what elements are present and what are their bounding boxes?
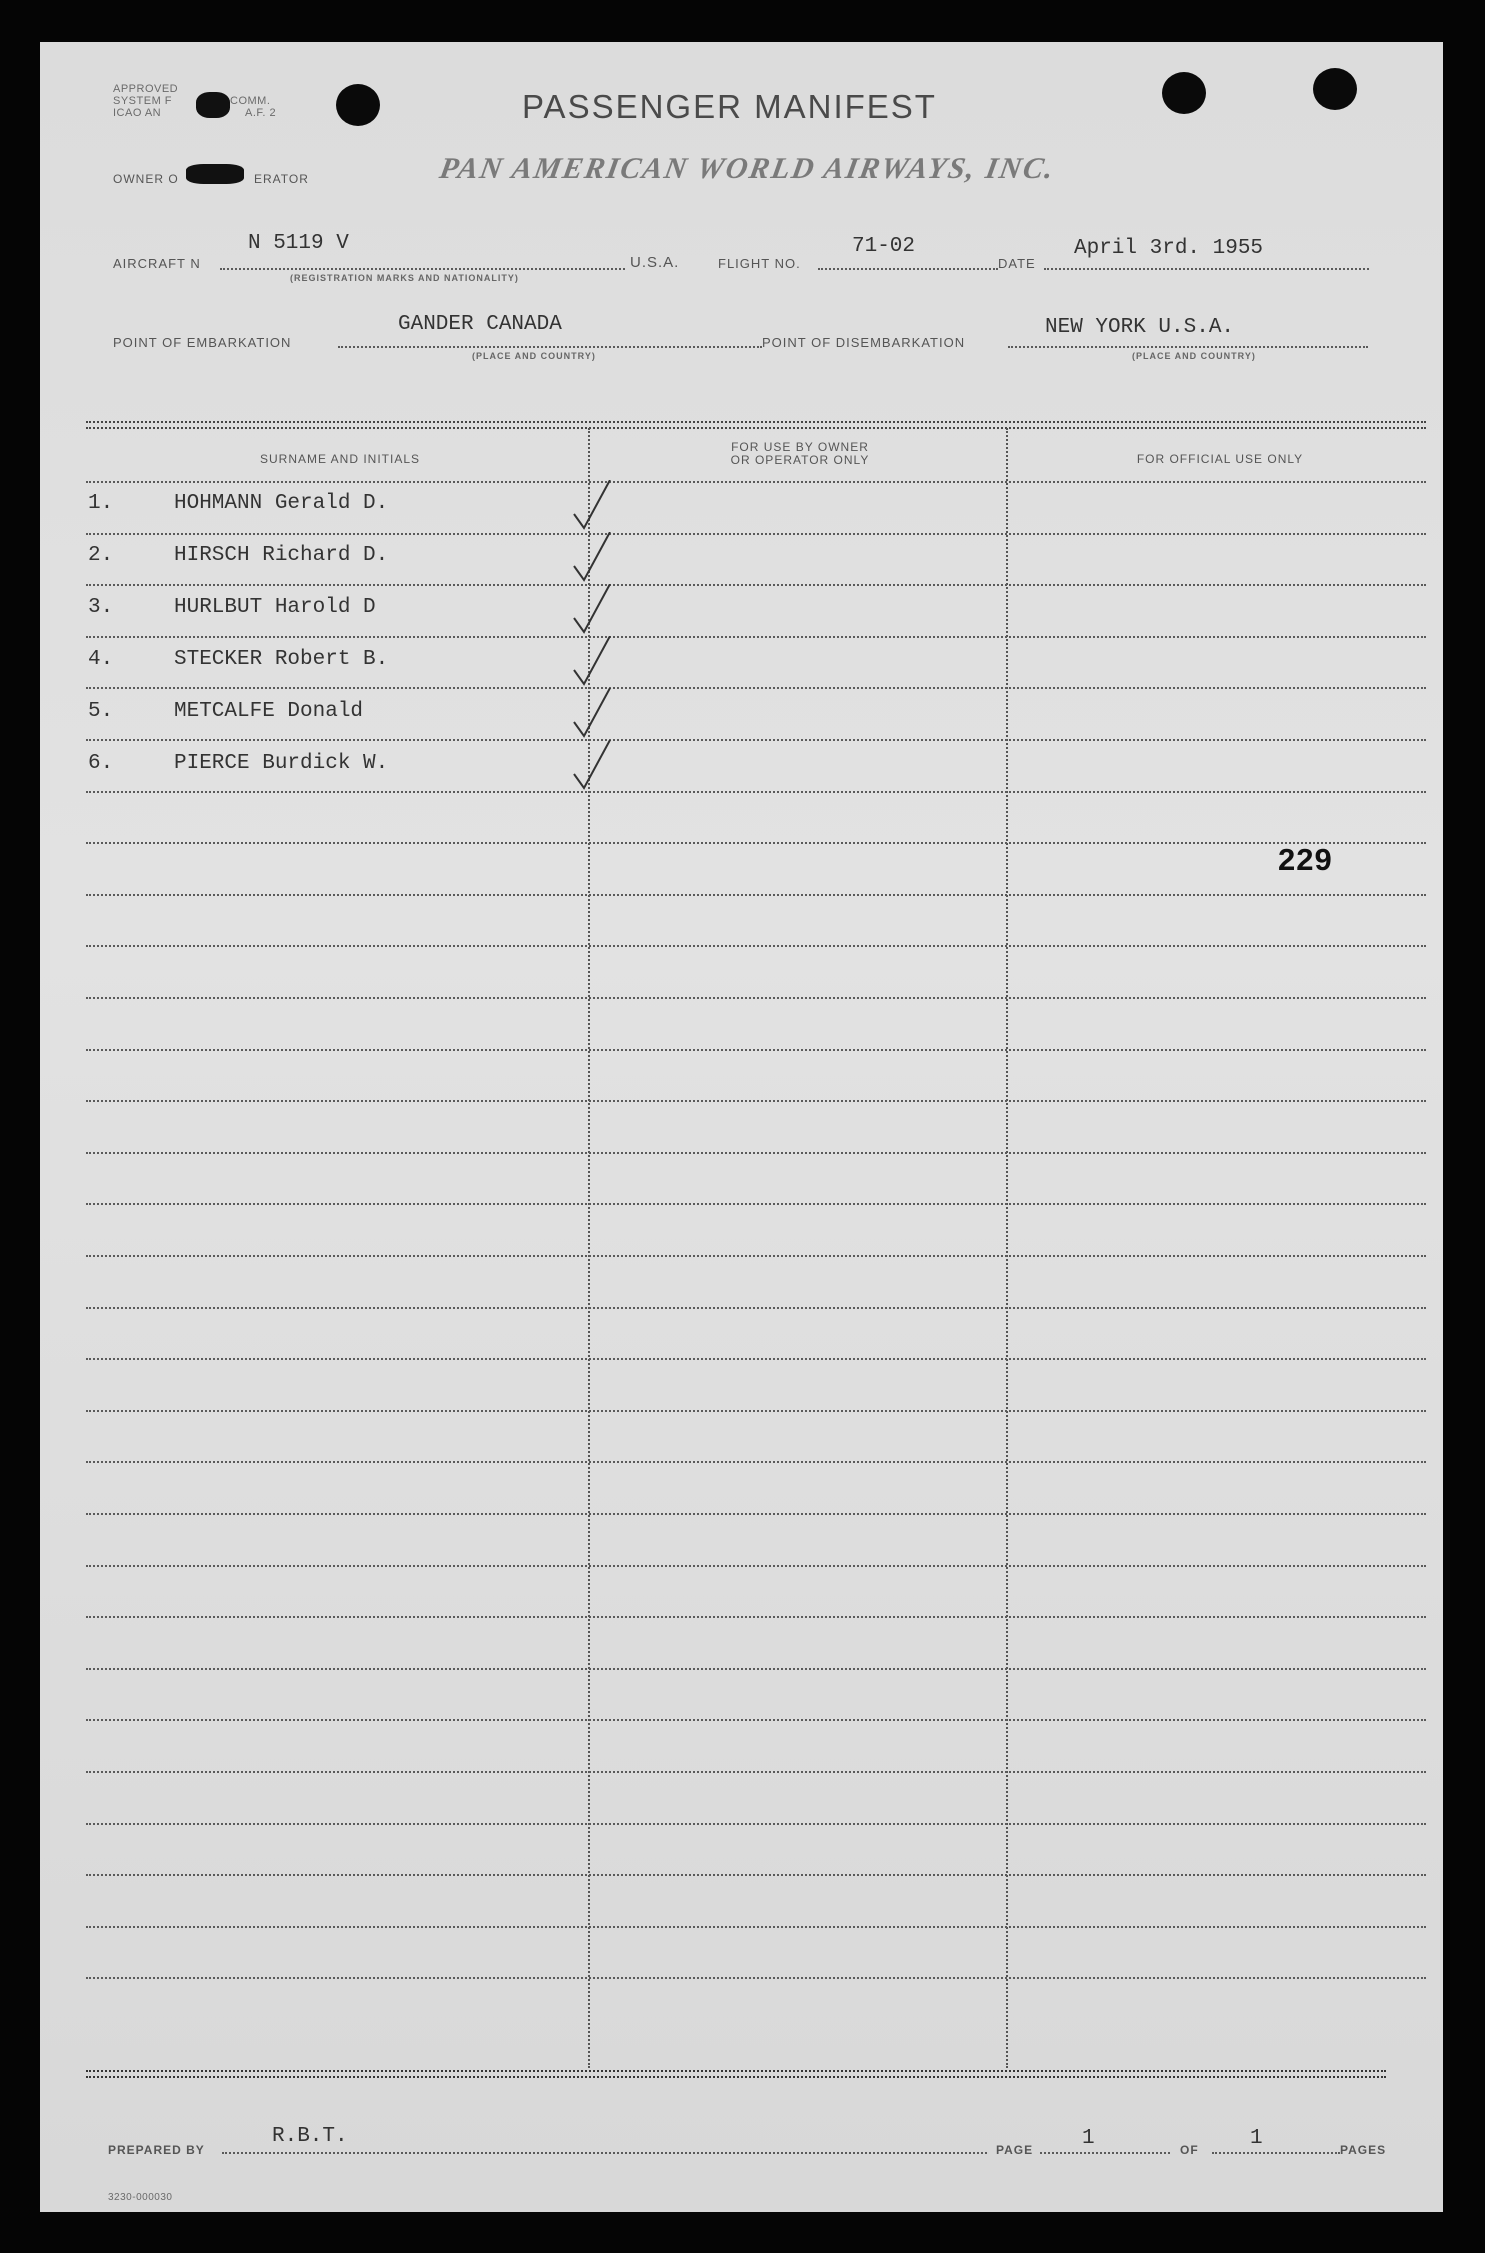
table-top-rule (86, 427, 1426, 429)
ink-blot (186, 164, 244, 184)
passenger-name: HIRSCH Richard D. (174, 544, 389, 567)
row-number: 6. (88, 752, 114, 775)
row-rule (86, 1616, 1426, 1618)
aircraft-value: N 5119 V (248, 232, 349, 255)
page-value: 1 (1082, 2127, 1095, 2150)
passenger-name: METCALFE Donald (174, 700, 364, 723)
check-mark-icon (570, 740, 630, 800)
row-rule (86, 1926, 1426, 1928)
approved-line: A.F. 2 (245, 107, 277, 119)
passenger-name: HOHMANN Gerald D. (174, 492, 389, 515)
row-rule (86, 1410, 1426, 1412)
of-value: 1 (1250, 2127, 1263, 2150)
punch-hole (336, 84, 380, 126)
row-rule (86, 1513, 1426, 1515)
approved-line: COMM. (230, 95, 271, 107)
flight-value: 71-02 (852, 235, 916, 258)
of-label: OF (1180, 2143, 1199, 2157)
row-number: 3. (88, 596, 114, 619)
prepared-label: PREPARED BY (108, 2143, 205, 2157)
col-header-owner-line2: OR OPERATOR ONLY (730, 453, 870, 467)
passenger-name: PIERCE Burdick W. (174, 752, 389, 775)
date-value: April 3rd. 1955 (1074, 237, 1264, 260)
form-number: 3230-000030 (108, 2192, 173, 2203)
punch-hole (1162, 72, 1206, 114)
row-number: 5. (88, 700, 114, 723)
field-line (1044, 268, 1369, 270)
field-line (1212, 2152, 1340, 2154)
row-rule (86, 481, 1426, 483)
row-rule (86, 1668, 1426, 1670)
row-rule (86, 739, 1426, 741)
manifest-sheet (40, 42, 1443, 2212)
row-rule (86, 1049, 1426, 1051)
row-rule (86, 1152, 1426, 1154)
row-rule (86, 1307, 1426, 1309)
check-mark-icon (570, 584, 630, 644)
col-header-official: FOR OFFICIAL USE ONLY (1136, 452, 1304, 466)
embark-caption: (PLACE AND COUNTRY) (472, 351, 596, 361)
field-line (1040, 2152, 1170, 2154)
stamp-number: 229 (1278, 842, 1333, 877)
disembark-caption: (PLACE AND COUNTRY) (1132, 351, 1256, 361)
row-rule (86, 791, 1426, 793)
usa-label: U.S.A. (630, 254, 680, 271)
row-rule (86, 1203, 1426, 1205)
row-rule (86, 842, 1426, 844)
aircraft-caption: (REGISTRATION MARKS AND NATIONALITY) (290, 273, 519, 283)
embark-value: GANDER CANADA (398, 313, 562, 336)
row-rule (86, 1100, 1426, 1102)
row-rule (86, 997, 1426, 999)
col-header-surname: SURNAME AND INITIALS (259, 452, 421, 466)
row-rule (86, 1255, 1426, 1257)
page-title: PASSENGER MANIFEST (522, 88, 937, 125)
field-line (1008, 346, 1368, 348)
table-top-rule (86, 421, 1426, 423)
check-mark-icon (570, 480, 630, 540)
flight-label: FLIGHT NO. (718, 256, 801, 271)
row-rule (86, 687, 1426, 689)
aircraft-label: AIRCRAFT N (113, 256, 201, 271)
row-rule (86, 894, 1426, 896)
field-line (222, 2152, 987, 2154)
embark-label: POINT OF EMBARKATION (113, 335, 292, 350)
row-rule (86, 533, 1426, 535)
row-rule (86, 945, 1426, 947)
row-number: 4. (88, 648, 114, 671)
owner-label: OWNER O (113, 172, 179, 186)
col-header-owner-line1: FOR USE BY OWNER (731, 440, 869, 454)
company-name: PAN AMERICAN WORLD AIRWAYS, INC. (437, 152, 1058, 185)
punch-hole (1313, 68, 1357, 110)
prepared-value: R.B.T. (272, 2125, 348, 2148)
row-rule (86, 636, 1426, 638)
row-number: 1. (88, 492, 114, 515)
row-rule (86, 1358, 1426, 1360)
passenger-name: STECKER Robert B. (174, 648, 389, 671)
row-number: 2. (88, 544, 114, 567)
owner-label-end: ERATOR (254, 172, 309, 186)
row-rule (86, 1461, 1426, 1463)
table-bottom-rule (86, 2076, 1386, 2078)
pages-label: PAGES (1340, 2143, 1387, 2157)
ink-blot (196, 92, 230, 118)
disembark-label: POINT OF DISEMBARKATION (762, 335, 966, 350)
row-rule (86, 584, 1426, 586)
approved-line: APPROVED (113, 83, 179, 95)
check-mark-icon (570, 636, 630, 696)
column-divider (1006, 428, 1008, 2068)
row-rule (86, 1874, 1426, 1876)
passenger-name: HURLBUT Harold D (174, 596, 376, 619)
page-label: PAGE (996, 2143, 1034, 2157)
field-line (338, 346, 762, 348)
field-line (220, 268, 625, 270)
date-label: DATE (998, 256, 1036, 271)
row-rule (86, 1977, 1426, 1979)
row-rule (86, 1719, 1426, 1721)
field-line (818, 268, 998, 270)
disembark-value: NEW YORK U.S.A. (1045, 316, 1235, 339)
approved-line: SYSTEM F (113, 95, 173, 107)
check-mark-icon (570, 688, 630, 748)
row-rule (86, 1771, 1426, 1773)
check-mark-icon (570, 532, 630, 592)
approved-line: ICAO AN (113, 107, 162, 119)
table-bottom-rule (86, 2070, 1386, 2072)
row-rule (86, 1565, 1426, 1567)
row-rule (86, 1823, 1426, 1825)
